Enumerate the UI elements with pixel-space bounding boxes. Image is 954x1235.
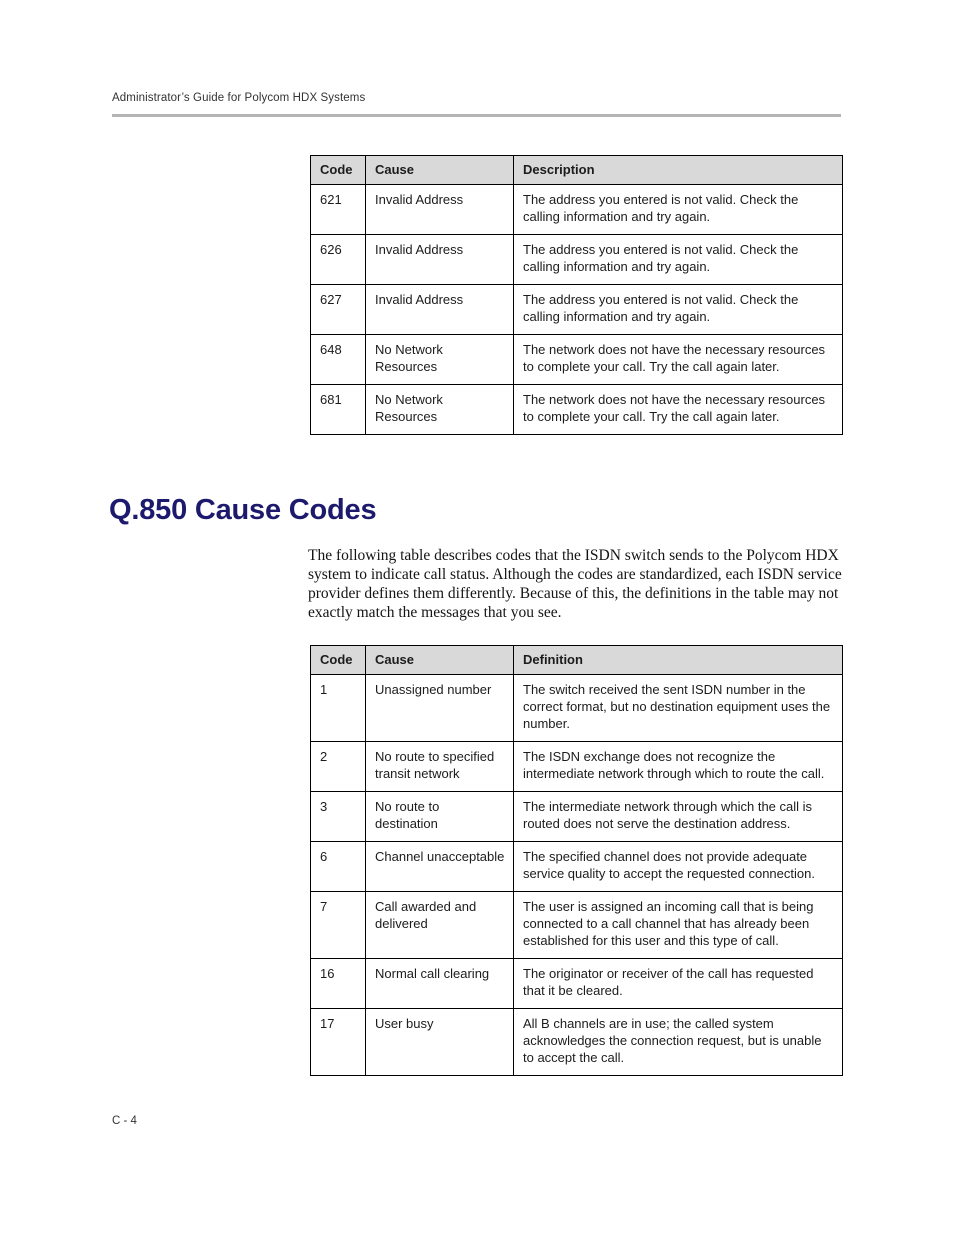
- table-row: [311, 792, 843, 842]
- table-row: [311, 235, 843, 285]
- column-header: Cause: [366, 646, 514, 675]
- running-header: Administrator’s Guide for Polycom HDX Systems: [112, 92, 366, 104]
- column-header: Cause: [366, 156, 514, 185]
- page-number: C - 4: [112, 1115, 137, 1127]
- q850-table-head: [311, 646, 843, 675]
- code-cell: 626: [311, 235, 366, 285]
- cause-cell: User busy: [366, 1009, 514, 1076]
- description-cell: All B channels are in use; the called system acknowledges the connection request, but is unable to accept the call.: [514, 1009, 843, 1076]
- description-cell: The address you entered is not valid. Check the calling information and try again.: [514, 185, 843, 235]
- cause-cell: No route to destination: [366, 792, 514, 842]
- table-row: [311, 959, 843, 1009]
- column-header: Description: [514, 156, 843, 185]
- code-cell: 2: [311, 742, 366, 792]
- code-cell: 681: [311, 385, 366, 435]
- description-cell: The address you entered is not valid. Check the calling information and try again.: [514, 235, 843, 285]
- cause-cell: No Network Resources: [366, 335, 514, 385]
- table-row: [311, 285, 843, 335]
- q850-table-body: [311, 675, 843, 1076]
- table-row: [311, 892, 843, 959]
- cause-cell: No route to specified transit network: [366, 742, 514, 792]
- call-status-table-body: [311, 185, 843, 435]
- description-cell: The user is assigned an incoming call that is being connected to a call channel that has already been established for this user and this type of call.: [514, 892, 843, 959]
- header-row: [311, 646, 843, 675]
- call-status-table-head: [311, 156, 843, 185]
- column-header: Code: [311, 646, 366, 675]
- description-cell: The network does not have the necessary resources to complete your call. Try the call again later.: [514, 335, 843, 385]
- code-cell: 648: [311, 335, 366, 385]
- description-cell: The switch received the sent ISDN number in the correct format, but no destination equipment uses the number.: [514, 675, 843, 742]
- table-row: [311, 675, 843, 742]
- cause-cell: Invalid Address: [366, 235, 514, 285]
- table-row: [311, 742, 843, 792]
- description-cell: The intermediate network through which the call is routed does not serve the destination address.: [514, 792, 843, 842]
- header-rule-divider: [112, 114, 841, 117]
- section-heading: Q.850 Cause Codes: [109, 494, 377, 526]
- table-row: [311, 335, 843, 385]
- code-cell: 6: [311, 842, 366, 892]
- cause-cell: Normal call clearing: [366, 959, 514, 1009]
- column-header: Code: [311, 156, 366, 185]
- header-row: [311, 156, 843, 185]
- code-cell: 627: [311, 285, 366, 335]
- code-cell: 1: [311, 675, 366, 742]
- description-cell: The originator or receiver of the call has requested that it be cleared.: [514, 959, 843, 1009]
- code-cell: 17: [311, 1009, 366, 1076]
- cause-cell: Unassigned number: [366, 675, 514, 742]
- cause-cell: Invalid Address: [366, 185, 514, 235]
- description-cell: The specified channel does not provide adequate service quality to accept the requested connection.: [514, 842, 843, 892]
- intro-paragraph: The following table describes codes that the ISDN switch sends to the Polycom HDX system to indicate call status. Although the codes are standardized, each ISDN service provider defines them differently. Because of this, the definitions in the table may not exactly match the messages that you see.: [308, 547, 842, 621]
- code-cell: 7: [311, 892, 366, 959]
- column-header: Definition: [514, 646, 843, 675]
- cause-cell: Channel unacceptable: [366, 842, 514, 892]
- table-row: [311, 185, 843, 235]
- q850-cause-codes-table: [310, 645, 843, 1076]
- description-cell: The ISDN exchange does not recognize the intermediate network through which to route the call.: [514, 742, 843, 792]
- description-cell: The address you entered is not valid. Check the calling information and try again.: [514, 285, 843, 335]
- cause-cell: Call awarded and delivered: [366, 892, 514, 959]
- code-cell: 16: [311, 959, 366, 1009]
- code-cell: 3: [311, 792, 366, 842]
- table-row: [311, 385, 843, 435]
- table-row: [311, 1009, 843, 1076]
- cause-cell: No Network Resources: [366, 385, 514, 435]
- cause-cell: Invalid Address: [366, 285, 514, 335]
- code-cell: 621: [311, 185, 366, 235]
- description-cell: The network does not have the necessary resources to complete your call. Try the call again later.: [514, 385, 843, 435]
- call-status-codes-table: [310, 155, 843, 435]
- table-row: [311, 842, 843, 892]
